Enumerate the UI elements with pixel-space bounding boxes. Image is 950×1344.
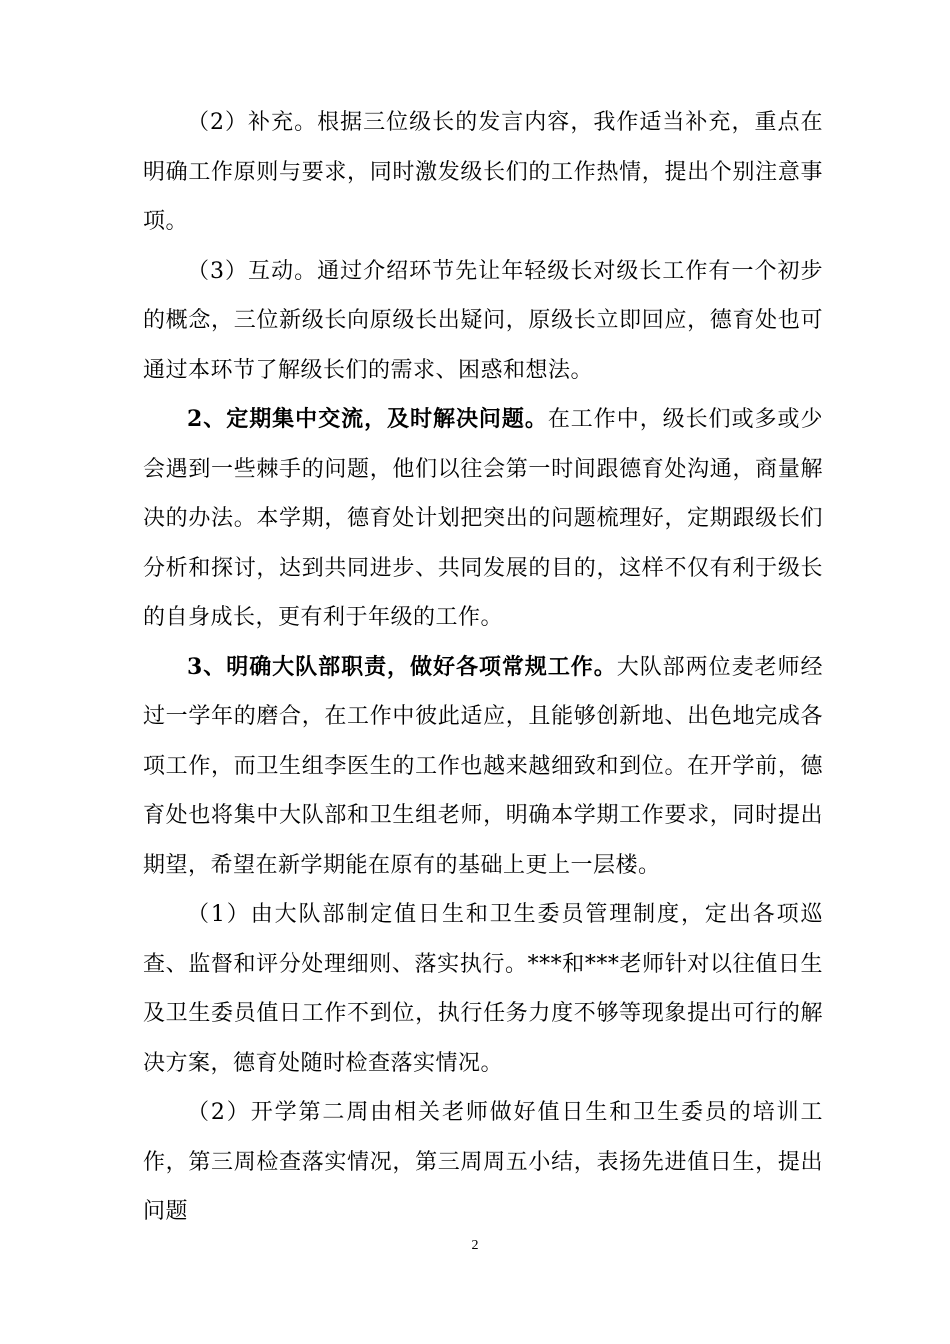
paragraph-text: （2）开学第二周由相关老师做好值日生和卫生委员的培训工作，第三周检查落实情况，第三周周五小结，表扬先进值日生，提出问题 — [143, 1100, 823, 1224]
page-number: 2 — [471, 1238, 479, 1253]
paragraph-lead: 2、定期集中交流，及时解决问题。 — [187, 406, 548, 432]
paragraph-text: （3）互动。通过介绍环节先让年轻级长对级长工作有一个初步的概念，三位新级长向原级长出疑问，原级长立即回应，德育处也可通过本环节了解级长们的需求、困惑和想法。 — [143, 258, 823, 383]
paragraph-interaction — [143, 247, 823, 396]
paragraph-text: （1）由大队部制定值日生和卫生委员管理制度，定出各项巡查、监督和评分处理细则、落实执行。***和***老师针对以往值日生及卫生委员值日工作不到位，执行任务力度不够等现象提出可行的解决方案，德育处随时检查落实情况。 — [143, 902, 823, 1076]
paragraph-text: （2）补充。根据三位级长的发言内容，我作适当补充，重点在明确工作原则与要求，同时激发级长们的工作热情，提出个别注意事项。 — [143, 110, 823, 234]
paragraph-text: 大队部两位麦老师经过一学年的磨合，在工作中彼此适应，且能够创新地、出色地完成各项工作，而卫生组李医生的工作也越来越细致和到位。在开学前，德育处也将集中大队部和卫生组老师，明确本学期工作要求，同时提出期望，希望在新学期能在原有的基础上更上一层楼。 — [143, 654, 823, 878]
paragraph-duty-system — [143, 890, 823, 1088]
document-body — [143, 98, 823, 1237]
paragraph-lead: 3、明确大队部职责，做好各项常规工作。 — [187, 653, 617, 680]
paragraph-training — [143, 1088, 823, 1237]
paragraph-brigade-duties — [143, 643, 823, 891]
paragraph-supplement — [143, 98, 823, 247]
paragraph-regular-exchange — [143, 395, 823, 643]
paragraph-text: 在工作中，级长们或多或少会遇到一些棘手的问题，他们以往会第一时间跟德育处沟通，商量解决的办法。本学期，德育处计划把突出的问题梳理好，定期跟级长们分析和探讨，达到共同进步、共同发展的目的，这样不仅有利于级长的自身成长，更有利于年级的工作。 — [143, 407, 823, 630]
